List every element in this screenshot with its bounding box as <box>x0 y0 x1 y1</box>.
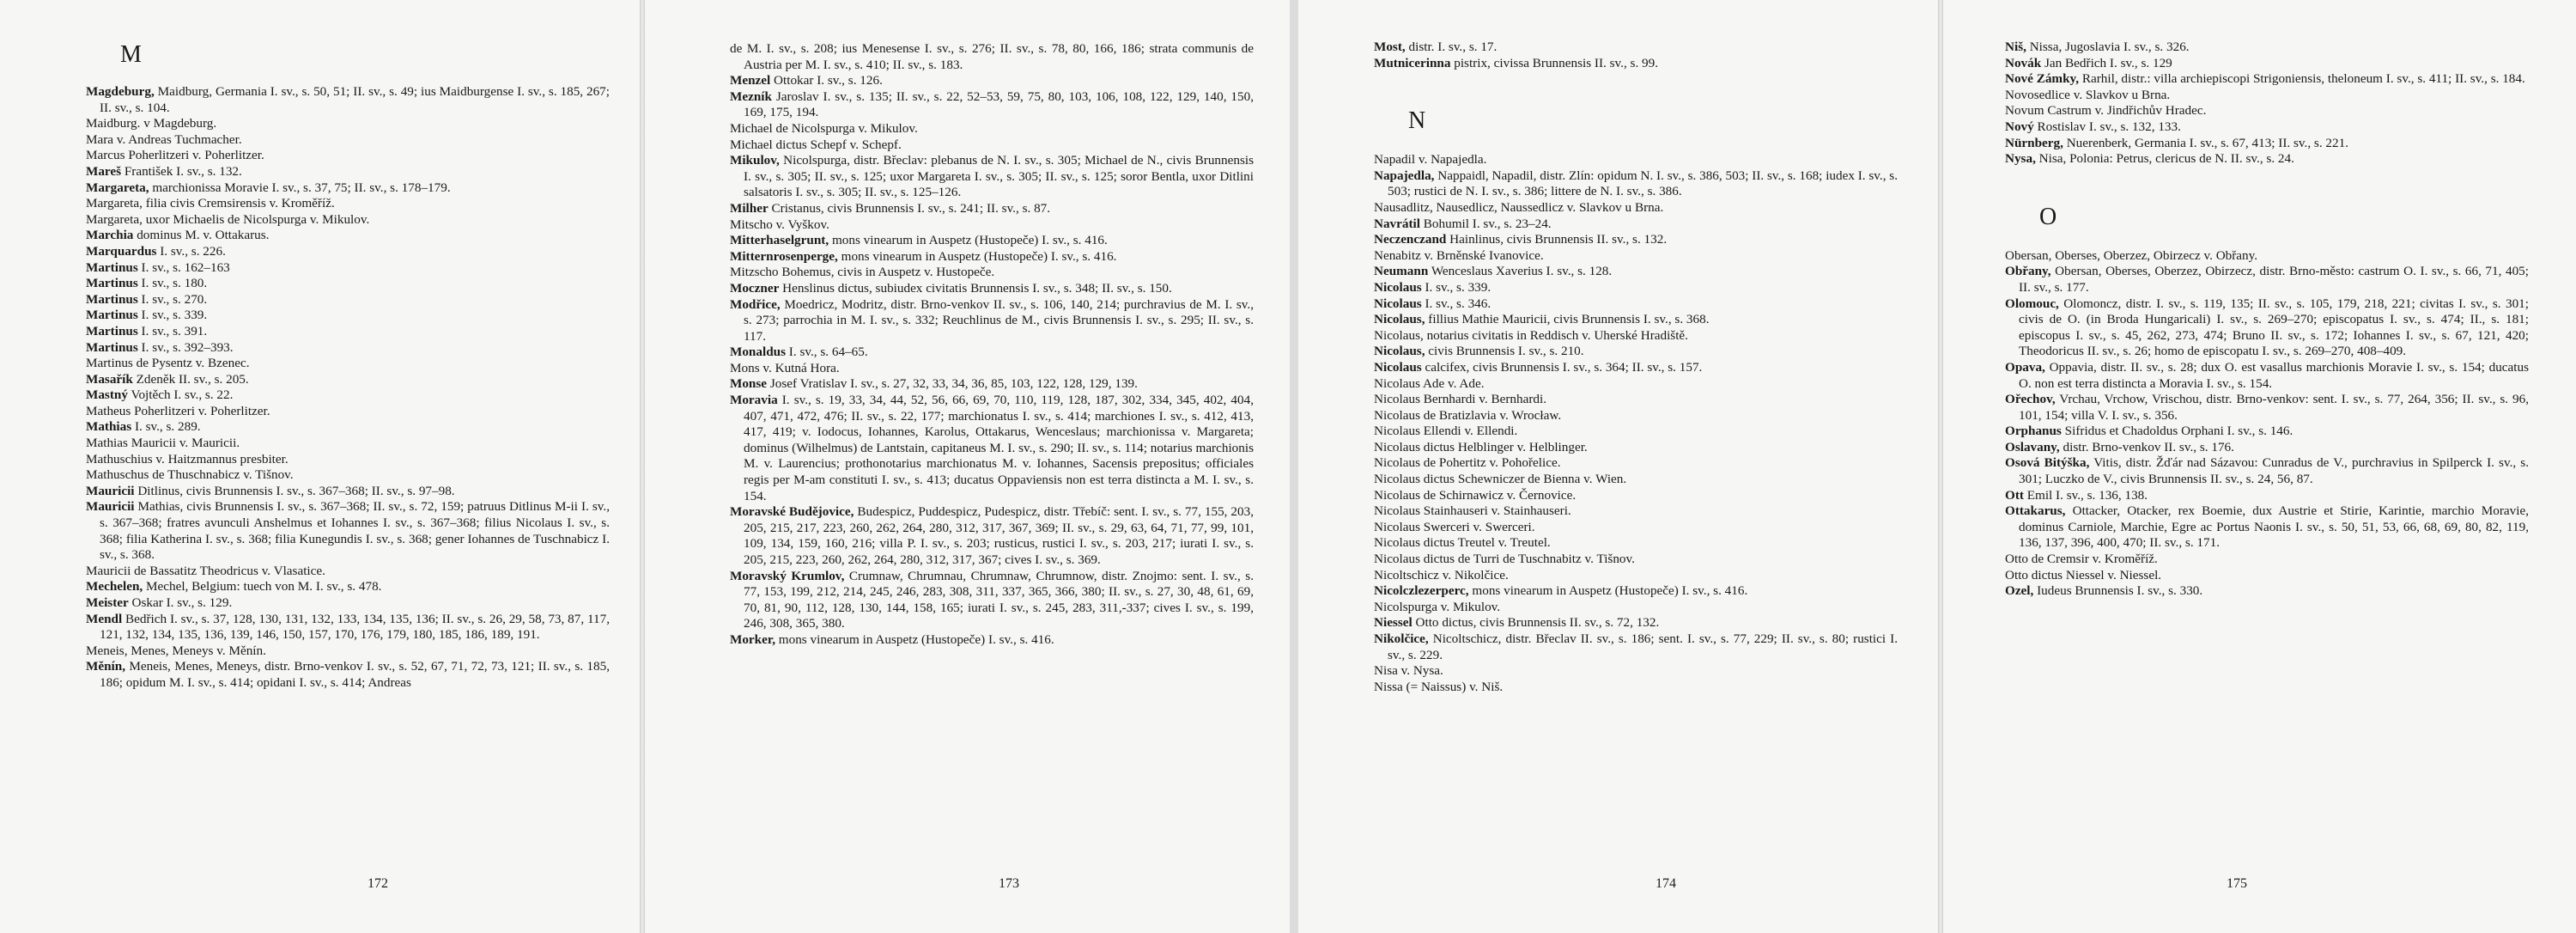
entry-headword: Moravské Budějovice, <box>730 504 854 520</box>
index-entry <box>2005 103 2529 119</box>
entry-text: Nenabitz v. Brněnské Ivanovice. <box>1374 247 1544 263</box>
index-entry <box>2005 392 2529 424</box>
entry-headword: Moravia <box>730 393 778 408</box>
entry-text: I. sv., s. 19, 33, 34, 44, 52, 56, 66, 69, 70, 110, 119, 128, 187, 302, 334, 345, 402, 404, 407, 471, 472, 476; II. sv., s. 22, 177; marchionatus I. sv., s. 414; marchiones I. sv., s. 412, 413, 417, 419; v. Iodocus, Iohannes, Karolus, Ottakarus, Wenceslaus; marchionissa v. Margareta; dominus (Wilhelmus) de Lantstain, capitaneus M. I. sv., s. 290; II. sv., s. 114; notarius marchionis M. v. Laurencius; prothonotarius marchionatus M. v. Iohannes, Sacensis prepositus; officiales regis per M-am constituti I. sv., s. 413; ducatus Oppaviensis non est terra distincta a M. I. sv., s. 154. <box>744 393 1254 503</box>
entry-headword: Nikolčice, <box>1374 631 1429 646</box>
index-entry <box>86 467 610 484</box>
index-entry <box>1374 535 1898 552</box>
entry-headword: Martinus <box>86 323 138 338</box>
section-letter: N <box>1408 107 1426 135</box>
entry-text: Mauricii de Bassatitz Theodricus v. Vlasatice. <box>86 563 325 578</box>
index-entry <box>2005 424 2529 440</box>
entry-headword: Niessel <box>1374 615 1413 631</box>
entry-text: Sifridus et Chadoldus Orphani I. sv., s. 146. <box>2061 424 2293 439</box>
entry-text: Nicolaus dictus Treutel v. Treutel. <box>1374 535 1551 551</box>
entry-headword: Mastný <box>86 387 128 403</box>
entry-text: Margareta, filia civis Cremsirensis v. Kroměříž. <box>86 196 335 211</box>
entry-text: mons vinearum in Auspetz (Hustopeče) I. sv., s. 416. <box>775 631 1054 647</box>
index-entry <box>86 84 610 116</box>
index-entry <box>86 260 610 277</box>
entry-text: distr. I. sv., s. 17. <box>1405 40 1498 54</box>
entry-text: Obersan, Oberses, Oberzez, Obirzecz, distr. Brno-město: castrum O. I. sv., s. 66, 71, 405; II. sv., s. 177. <box>2019 264 2529 295</box>
index-entry <box>86 212 610 229</box>
entry-text: I. sv., s. 162–163 <box>137 259 230 275</box>
entry-text: civis Brunnensis I. sv., s. 210. <box>1425 344 1584 359</box>
index-entry <box>86 148 610 164</box>
entry-text: Moedricz, Modritz, distr. Brno-venkov II. sv., s. 106, 140, 214; purchravius de M. I. sv., s. 273; parrochia in M. I. sv., s. 332; Reuchlinus de M., civis Brunnensis I. sv., s. 295; II. sv., s. 117. <box>744 296 1254 344</box>
entry-text: Oskar I. sv., s. 129. <box>128 595 233 610</box>
index-entry <box>730 345 1254 361</box>
index-entry <box>86 324 610 340</box>
index-entry <box>1374 680 1898 696</box>
index-entry <box>86 659 610 691</box>
entry-list <box>86 84 610 692</box>
entry-text: Olomoncz, distr. I. sv., s. 119, 135; II. sv., s. 105, 179, 218, 221; civitas I. sv., s. 301; civis de O. (in Broda Hungaricali) I. sv., s. 269–270; episcopatus I. sv., s. 474; II., s. 181; episcopus I. sv., s. 45, 262, 273, 474; Bruno II. sv., s. 172; Iohannes I. sv., s. 67, 121, 420; Theodoricus II. sv., s. 26; homo de episcopatu I. sv., s. 269–270, 408–409. <box>2019 296 2529 359</box>
entry-text: Nicolspurga v. Mikulov. <box>1374 599 1501 614</box>
entry-headword: Marchia <box>86 228 134 243</box>
index-entry <box>86 292 610 308</box>
entry-headword: Mitternrosenperge, <box>730 248 838 264</box>
index-entry <box>1374 280 1898 296</box>
index-entry <box>730 41 1254 73</box>
entry-text: Nisa v. Nysa. <box>1374 663 1443 679</box>
entry-text: Nicolaus Bernhardi v. Bernhardi. <box>1374 392 1547 407</box>
index-entry <box>86 643 610 660</box>
index-entry <box>730 569 1254 632</box>
entry-text: Nissa, Jugoslavia I. sv., s. 326. <box>2026 40 2190 54</box>
entry-text: Nicolaus de Bratizlavia v. Wrocław. <box>1374 407 1562 423</box>
entry-headword: Opava, <box>2005 359 2045 375</box>
entry-headword: Mendl <box>86 611 123 626</box>
index-page <box>730 0 1279 933</box>
entry-text: I. sv., s. 64–65. <box>786 345 868 360</box>
entry-text: Rostislav I. sv., s. 132, 133. <box>2033 119 2181 134</box>
entry-headword: Margareta, <box>86 180 149 195</box>
entry-text: Mathias Mauricii v. Mauricii. <box>86 436 240 451</box>
entry-list-continued <box>2005 40 2529 168</box>
entry-headword: Mauricii <box>86 499 135 515</box>
index-entry <box>86 276 610 292</box>
entry-text: Nicolaus Ade v. Ade. <box>1374 375 1485 391</box>
index-entry <box>730 265 1254 281</box>
entry-text: Ditlinus, civis Brunnensis I. sv., s. 367–368; II. sv., s. 97–98. <box>134 483 455 498</box>
entry-text: Oppavia, distr. II. sv., s. 28; dux O. est vasallus marchionis Moravie I. sv., s. 154; ducatus O. non est terra distincta a Moravia I. sv., s. 154. <box>2019 359 2529 391</box>
entry-headword: Masařík <box>86 371 133 387</box>
entry-headword: Morker, <box>730 631 775 647</box>
entry-headword: Neumann <box>1374 264 1429 279</box>
index-entry <box>1374 312 1898 328</box>
index-entry <box>1374 296 1898 313</box>
page-number: 172 <box>368 876 388 891</box>
entry-text: Bohumil I. sv., s. 23–24. <box>1420 216 1552 231</box>
entry-text: Iudeus Brunnensis I. sv., s. 330. <box>2033 583 2203 599</box>
entry-text: Mechel, Belgium: tuech von M. I. sv., s. 478. <box>143 579 382 595</box>
index-entry <box>2005 119 2529 136</box>
index-entry <box>730 153 1254 201</box>
entry-text: Crumnaw, Chrumnau, Chrumnaw, Chrumnow, distr. Znojmo: sent. I. sv., s. 77, 153, 199, 212, 214, 245, 246, 283, 308, 311, 337, 365, 366, 380; II. sv., s. 27, 30, 48, 61, 69, 70, 81, 90, 112, 128, 130, 144, 158, 165; iurati I. sv., s. 245, 283, 311,-337; cives I. sv., s. 199, 246, 308, 365, 380. <box>744 568 1255 631</box>
index-entry <box>86 484 610 500</box>
entry-text: Mathias, civis Brunnensis I. sv., s. 367–368; II. sv., s. 72, 159; patruus Ditlinus M-ii I. sv., s. 367–368; fratres avunculi Anshelmus et Iohannes I. sv., s. 367–368; filius Nicolaus I. sv., s. 368; filia Katherina I. sv., s. 368; filia Kunegundis I. sv., s. 368; gener Iohannes de Tuschnabicz I. sv., s. 368. <box>100 499 610 563</box>
entry-text: Nicolaus dictus de Turri de Tuschnabitz v. Tišnov. <box>1374 552 1635 567</box>
entry-text: Michael dictus Schepf v. Schepf. <box>730 137 902 152</box>
entry-headword: Modřice, <box>730 296 781 312</box>
index-entry <box>1374 583 1898 600</box>
page-number: 174 <box>1656 876 1676 891</box>
entry-text: I. sv., s. 346. <box>1421 296 1492 311</box>
entry-list <box>730 41 1254 649</box>
entry-text: Martinus de Pysentz v. Bzenec. <box>86 356 250 371</box>
entry-text: Nappaidl, Napadil, distr. Zlín: opidum N. I. sv., s. 386, 503; II. sv., s. 168; iudex I. sv., s. 503; rustici de N. I. sv., s. 386; littere de N. I. sv., s. 386. <box>1388 168 1899 199</box>
index-entry <box>730 632 1254 649</box>
entry-text: Nicolaus Ellendi v. Ellendi. <box>1374 424 1518 439</box>
index-entry <box>2005 56 2529 72</box>
entry-headword: Nürnberg, <box>2005 135 2063 150</box>
entry-headword: Novák <box>2005 55 2042 70</box>
entry-list-continued <box>1374 40 1898 71</box>
index-entry <box>730 297 1254 345</box>
index-entry <box>1374 408 1898 424</box>
entry-headword: Nové Zámky, <box>2005 71 2080 87</box>
entry-headword: Martinus <box>86 259 138 275</box>
page-gutter <box>640 0 645 933</box>
index-entry <box>86 436 610 452</box>
entry-text: marchionissa Moravie I. sv., s. 37, 75; II. sv., s. 178–179. <box>149 180 451 195</box>
index-entry <box>730 89 1254 121</box>
entry-text: Mathuschius v. Haitzmannus presbiter. <box>86 451 289 466</box>
index-entry <box>1374 503 1898 520</box>
index-entry <box>86 180 610 197</box>
index-entry <box>730 249 1254 265</box>
index-entry <box>730 393 1254 504</box>
index-entry <box>1374 232 1898 248</box>
entry-headword: Most, <box>1374 40 1406 54</box>
index-entry <box>86 404 610 420</box>
page-number: 175 <box>2227 876 2247 891</box>
entry-text: mons vinearum in Auspetz (Hustopeče) I. sv., s. 416. <box>829 233 1108 248</box>
entry-text: Matheus Poherlitzeri v. Poherlitzer. <box>86 403 270 418</box>
index-entry <box>2005 583 2529 600</box>
entry-text: Nuerenberk, Germania I. sv., s. 67, 413; II. sv., s. 221. <box>2063 135 2349 150</box>
index-entry <box>2005 264 2529 296</box>
index-entry <box>86 612 610 643</box>
entry-headword: Mutnicerinna <box>1374 55 1451 70</box>
entry-headword: Ottakarus, <box>2005 503 2066 519</box>
entry-headword: Mikulov, <box>730 153 780 168</box>
entry-text: I. sv., s. 270. <box>137 291 208 307</box>
section-letter: O <box>2039 203 2057 230</box>
entry-text: Jaroslav I. sv., s. 135; II. sv., s. 22, 52–53, 59, 75, 80, 103, 106, 108, 122, 129, 140, 150, 169, 175, 194. <box>744 88 1254 120</box>
index-entry <box>86 132 610 149</box>
entry-list <box>2005 248 2529 600</box>
entry-headword: Obřany, <box>2005 264 2051 279</box>
entry-text: Bedřich I. sv., s. 37, 128, 130, 131, 132, 133, 134, 135, 136; II. sv., s. 26, 29, 58, 73, 87, 117, 121, 132, 134, 135, 136, 139, 146, 150, 157, 170, 176, 179, 180, 185, 186, 189, 191. <box>100 611 610 643</box>
index-entry <box>1374 392 1898 408</box>
entry-text: Napadil v. Napajedla. <box>1374 152 1487 168</box>
index-page <box>1374 0 1923 933</box>
index-entry <box>86 387 610 404</box>
index-entry <box>1374 568 1898 584</box>
entry-text: I. sv., s. 289. <box>131 419 201 435</box>
entry-text: Maidburg, Germania I. sv., s. 50, 51; II. sv., s. 49; ius Maidburgense I. sv., s. 185, 267; II. sv., s. 104. <box>100 84 610 115</box>
entry-text: Novum Castrum v. Jindřichův Hradec. <box>2005 103 2207 119</box>
index-entry <box>86 356 610 372</box>
entry-headword: Měnín, <box>86 659 125 674</box>
entry-text: pistrix, civissa Brunnensis II. sv., s. 99. <box>1450 55 1659 70</box>
entry-headword: Martinus <box>86 276 138 291</box>
entry-text: Cristanus, civis Brunnensis I. sv., s. 241; II. sv., s. 87. <box>768 200 1051 216</box>
index-entry <box>2005 440 2529 456</box>
entry-text: I. sv., s. 392–393. <box>137 339 234 355</box>
entry-text: Maidburg. v Magdeburg. <box>86 116 217 131</box>
index-entry <box>1374 168 1898 200</box>
entry-headword: Moczner <box>730 280 780 296</box>
entry-text: I. sv., s. 391. <box>137 323 208 338</box>
entry-headword: Neczenczand <box>1374 232 1447 247</box>
entry-text: Mitscho v. Vyškov. <box>730 216 829 232</box>
index-entry <box>730 233 1254 249</box>
index-entry <box>2005 151 2529 168</box>
entry-headword: Magdeburg, <box>86 84 155 99</box>
index-entry <box>86 196 610 212</box>
entry-text: dominus M. v. Ottakarus. <box>133 228 270 243</box>
index-entry <box>86 564 610 580</box>
entry-headword: Niš, <box>2005 40 2026 54</box>
index-entry <box>1374 615 1898 631</box>
index-entry <box>86 164 610 180</box>
entry-text: Vojtěch I. sv., s. 22. <box>127 387 234 403</box>
index-entry <box>1374 152 1898 168</box>
entry-text: fillius Mathie Mauricii, civis Brunnensis I. sv., s. 368. <box>1425 312 1710 327</box>
index-entry <box>730 281 1254 297</box>
entry-text: Mitzscho Bohemus, civis in Auspetz v. Hustopeče. <box>730 265 995 280</box>
index-entry <box>86 419 610 436</box>
entry-headword: Nicolaus <box>1374 359 1422 375</box>
index-entry <box>1374 216 1898 233</box>
index-entry <box>86 228 610 244</box>
entry-text: Ottokar I. sv., s. 126. <box>770 73 883 88</box>
entry-text: Vitis, distr. Žďár nad Sázavou: Cunradus de V., purchravius in Spilperck I. sv., s. 301; Luczko de V., civis Brunnensis II. sv., s. 24, 56, 87. <box>2019 455 2529 487</box>
entry-headword: Nový <box>2005 119 2034 134</box>
entry-headword: Martinus <box>86 339 138 355</box>
index-entry <box>730 361 1254 377</box>
index-entry <box>2005 296 2529 360</box>
entry-text: I. sv., s. 226. <box>156 243 226 259</box>
entry-text: calcifex, civis Brunnensis I. sv., s. 364; II. sv., s. 157. <box>1421 359 1703 375</box>
entry-text: Meneis, Menes, Meneys v. Měnín. <box>86 643 266 658</box>
entry-text: Obersan, Oberses, Oberzez, Obirzecz v. Obřany. <box>2005 247 2258 263</box>
index-entry <box>2005 455 2529 487</box>
index-entry <box>1374 440 1898 456</box>
index-entry <box>2005 248 2529 265</box>
index-entry <box>1374 264 1898 280</box>
index-entry <box>1374 488 1898 504</box>
entry-text: Jan Bedřich I. sv., s. 129 <box>2041 55 2172 70</box>
entry-text: Mara v. Andreas Tuchmacher. <box>86 131 242 147</box>
index-entry <box>1374 56 1898 72</box>
index-entry <box>730 137 1254 154</box>
entry-text: Hainlinus, civis Brunnensis II. sv., s. 132. <box>1446 232 1668 247</box>
entry-text: Nicoltschicz, distr. Břeclav II. sv., s. 186; sent. I. sv., s. 77, 229; II. sv., s. 80; rustici I. sv., s. 229. <box>1388 631 1898 662</box>
index-entry <box>86 579 610 595</box>
index-entry <box>1374 520 1898 536</box>
entry-text: Michael de Nicolspurga v. Mikulov. <box>730 120 918 136</box>
entry-headword: Martinus <box>86 308 138 323</box>
section-letter: M <box>120 41 142 68</box>
entry-text: Nicolaus Stainhauseri v. Stainhauseri. <box>1374 503 1571 519</box>
entry-headword: Milher <box>730 200 769 216</box>
entry-headword: Mathias <box>86 419 132 435</box>
entry-headword: Ott <box>2005 487 2024 503</box>
entry-text: Marcus Poherlitzeri v. Poherlitzer. <box>86 148 264 163</box>
entry-text: Nicolaus Swerceri v. Swerceri. <box>1374 519 1535 534</box>
entry-text: Mons v. Kutná Hora. <box>730 360 840 375</box>
entry-headword: Navrátil <box>1374 216 1420 231</box>
entry-headword: Mareš <box>86 163 122 179</box>
index-entry <box>86 372 610 388</box>
entry-text: Nicolaus, notarius civitatis in Reddisch v. Uherské Hradiště. <box>1374 327 1688 343</box>
entry-text: Mathuschus de Thuschnabicz v. Tišnov. <box>86 467 294 483</box>
index-entry <box>86 340 610 357</box>
entry-text: Nicoltschicz v. Nikolčice. <box>1374 567 1509 582</box>
entry-headword: Monse <box>730 376 768 392</box>
index-entry <box>1374 248 1898 265</box>
index-entry <box>730 504 1254 568</box>
index-page <box>86 0 635 933</box>
entry-text: Vrchau, Vrchow, Vrischou, distr. Brno-venkov: sent. I. sv., s. 77, 264, 356; II. sv., s. 96, 101, 154; villa V. I. sv., s. 356. <box>2019 392 2529 423</box>
index-entry <box>2005 40 2529 56</box>
index-entry <box>86 116 610 132</box>
entry-headword: Osová Bitýška, <box>2005 455 2090 471</box>
entry-headword: Olomouc, <box>2005 296 2059 311</box>
entry-headword: Nicolaus <box>1374 296 1422 311</box>
index-entry <box>2005 136 2529 152</box>
entry-headword: Marquardus <box>86 243 157 259</box>
index-entry <box>86 308 610 324</box>
entry-text: Nicolspurga, distr. Břeclav: plebanus de N. I. sv., s. 305; Michael de N., civis Brunnensis I. sv., s. 305; II. sv., s. 125; uxor Margareta I. sv., s. 305; II. sv., s. 125; soror Bentla, uxor Ditlini salsatoris I. sv., s. 305; II. sv., s. 125–126. <box>744 153 1254 200</box>
index-entry <box>2005 568 2529 584</box>
entry-text: Rarhil, distr.: villa archiepiscopi Strigoniensis, theloneum I. sv., s. 411; II. sv., s. 184. <box>2079 71 2525 87</box>
index-entry <box>1374 360 1898 376</box>
index-entry <box>2005 552 2529 568</box>
index-entry <box>1374 600 1898 616</box>
entry-headword: Oslavany, <box>2005 439 2060 454</box>
entry-text: Wenceslaus Xaverius I. sv., s. 128. <box>1428 264 1613 279</box>
index-entry <box>86 595 610 612</box>
index-entry <box>2005 503 2529 552</box>
entry-headword: Mezník <box>730 88 772 104</box>
entry-list <box>1374 152 1898 695</box>
entry-headword: Moravský Krumlov, <box>730 568 845 583</box>
entry-headword: Nicolaus <box>1374 279 1422 295</box>
index-entry <box>2005 71 2529 88</box>
entry-text: mons vinearum in Auspetz (Hustopeče) I. sv., s. 416. <box>1468 583 1748 599</box>
entry-text: Margareta, uxor Michaelis de Nicolspurga v. Mikulov. <box>86 211 370 227</box>
page-gutter <box>1938 0 1943 933</box>
entry-headword: Nicolczlezerperc, <box>1374 583 1469 599</box>
index-entry <box>1374 376 1898 393</box>
index-entry <box>1374 40 1898 56</box>
index-entry <box>730 376 1254 393</box>
entry-text: František I. sv., s. 132. <box>121 163 242 179</box>
page-number: 173 <box>999 876 1019 891</box>
entry-text: I. sv., s. 339. <box>1421 279 1492 295</box>
entry-headword: Monaldus <box>730 345 786 360</box>
index-entry <box>1374 200 1898 216</box>
index-entry <box>86 499 610 563</box>
entry-text: Meneis, Menes, Meneys, distr. Brno-venkov I. sv., s. 52, 67, 71, 72, 73, 121; II. sv., s. 185, 186; opidum M. I. sv., s. 414; opidani I. sv., s. 414; Andreas <box>100 659 610 690</box>
entry-text: Otto dictus, civis Brunnensis II. sv., s. 72, 132. <box>1412 615 1660 631</box>
index-entry <box>2005 488 2529 504</box>
entry-text: distr. Brno-venkov II. sv., s. 176. <box>2059 439 2234 454</box>
entry-text: Nicolaus dictus Helblinger v. Helblinger. <box>1374 439 1588 454</box>
index-entry <box>2005 360 2529 392</box>
index-entry <box>730 201 1254 217</box>
entry-headword: Ozel, <box>2005 583 2034 599</box>
entry-text: de M. I. sv., s. 208; ius Menesense I. sv., s. 276; II. sv., s. 78, 80, 166, 186; strata communis de Austria per M. I. sv., s. 410; II. sv., s. 183. <box>730 41 1254 72</box>
index-entry <box>1374 455 1898 472</box>
entry-headword: Mechelen, <box>86 579 143 595</box>
entry-text: Budespicz, Puddespicz, Pudespicz, distr. Třebíč: sent. I. sv., s. 77, 155, 203, 205, 215, 217, 223, 260, 262, 264, 280, 312, 317, 367, 369; II. sv., s. 29, 63, 64, 71, 77, 99, 101, 109, 134, 159, 160, 216; villa P. I. sv., s. 203; rusticus, rustici I. sv., s. 203, 217; iurati I. sv., s. 205, 215, 223, 260, 262, 264, 280, 312, 317, 367; cives I. sv., s. 369. <box>744 504 1254 567</box>
index-entry <box>86 452 610 468</box>
entry-text: Nisa, Polonia: Petrus, clericus de N. II. sv., s. 24. <box>2035 151 2294 167</box>
index-entry <box>1374 472 1898 488</box>
entry-headword: Orphanus <box>2005 424 2062 439</box>
index-page <box>2005 0 2555 933</box>
entry-text: Nicolaus de Schirnawicz v. Černovice. <box>1374 487 1577 503</box>
entry-text: Novosedlice v. Slavkov u Brna. <box>2005 87 2171 102</box>
entry-text: mons vinearum in Auspetz (Hustopeče) I. sv., s. 416. <box>837 248 1117 264</box>
entry-text: Ottacker, Otacker, rex Boemie, dux Austrie et Stirie, Karintie, marchio Moravie, dominus Carniole, Marchie, Egre ac Portus Naonis I. sv., s. 50, 51, 53, 66, 68, 69, 80, 82, 119, 136, 137, 396, 400, 470; II. sv., s. 171. <box>2019 503 2529 551</box>
entry-text: Nissa (= Naissus) v. Niš. <box>1374 679 1504 694</box>
index-entry <box>730 121 1254 137</box>
entry-headword: Ořechov, <box>2005 392 2056 407</box>
entry-text: Josef Vratislav I. sv., s. 27, 32, 33, 34, 36, 85, 103, 122, 128, 129, 139. <box>767 376 1138 392</box>
index-entry <box>1374 663 1898 680</box>
index-entry <box>1374 552 1898 568</box>
entry-headword: Martinus <box>86 291 138 307</box>
entry-text: I. sv., s. 339. <box>137 308 208 323</box>
entry-text: Nausadlitz, Nausedlicz, Naussedlicz v. Slavkov u Brna. <box>1374 199 1664 215</box>
entry-headword: Nicolaus, <box>1374 344 1425 359</box>
entry-headword: Mitterhaselgrunt, <box>730 233 829 248</box>
entry-text: Zdeněk II. sv., s. 205. <box>132 371 249 387</box>
entry-headword: Meister <box>86 595 129 610</box>
index-entry <box>730 73 1254 89</box>
entry-text: I. sv., s. 180. <box>137 276 208 291</box>
index-entry <box>1374 328 1898 345</box>
entry-text: Henslinus dictus, subiudex civitatis Brunnensis I. sv., s. 348; II. sv., s. 150. <box>779 280 1172 296</box>
entry-headword: Napajedla, <box>1374 168 1435 183</box>
index-entry <box>86 244 610 260</box>
index-entry <box>2005 88 2529 104</box>
entry-text: Otto de Cremsir v. Kroměříž. <box>2005 552 2158 567</box>
entry-text: Emil I. sv., s. 136, 138. <box>2023 487 2148 503</box>
index-entry <box>1374 631 1898 663</box>
index-entry <box>1374 344 1898 360</box>
index-entry <box>730 217 1254 234</box>
entry-text: Otto dictus Niessel v. Niessel. <box>2005 567 2162 582</box>
index-entry <box>1374 424 1898 440</box>
entry-text: Nicolaus de Pohertitz v. Pohořelice. <box>1374 455 1561 471</box>
entry-headword: Nysa, <box>2005 151 2036 167</box>
entry-headword: Nicolaus, <box>1374 312 1425 327</box>
entry-text: Nicolaus dictus Schewniczer de Bienna v. Wien. <box>1374 472 1627 487</box>
entry-headword: Mauricii <box>86 483 135 498</box>
entry-headword: Menzel <box>730 73 771 88</box>
